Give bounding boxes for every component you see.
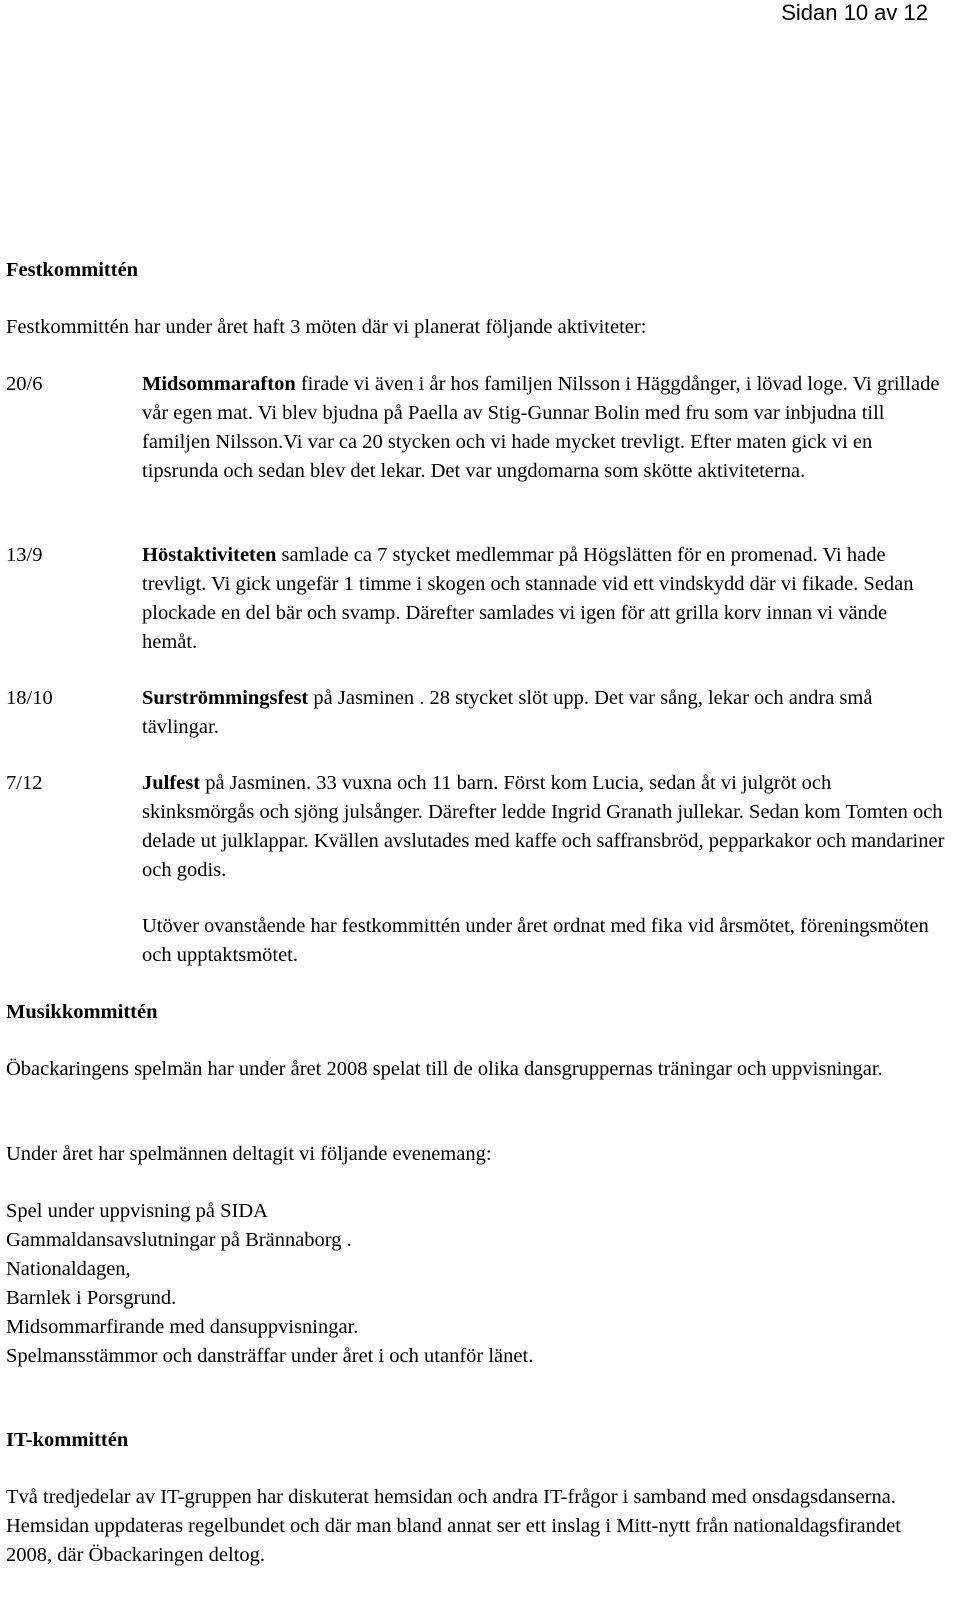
activity-text: på Jasminen. 33 vuxna och 11 barn. Först kom Lucia, sedan åt vi julgröt och skinksmörgås och sjöng julsånger. Därefter ledde Ingrid Granath jullekar. Sedan kom Tomten och delade ut julklappar. Kvällen avslutades med kaffe och saffransbröd, pepparkakor och mandariner och godis. (142, 772, 945, 881)
itkommitten-para: Två tredjedelar av IT-gruppen har diskuterat hemsidan och andra IT-frågor i samband med onsdagsdanserna. Hemsidan uppdateras regelbundet och där man bland annat ser ett inslag i Mitt-nytt från nationaldagsfirandet 2008, där Öbackaringen deltog. (6, 1486, 901, 1566)
event-item: Spel under uppvisning på SIDA (6, 1200, 268, 1222)
activity-text: på Jasminen . 28 stycket slöt upp. Det var sång, lekar och andra små tävlingar. (142, 687, 873, 738)
activity-date: 20/6 (6, 373, 43, 395)
event-item: Nationaldagen, (6, 1258, 131, 1280)
activity-description (142, 684, 946, 742)
event-list (6, 1197, 946, 1371)
section-heading-festkommitten: Festkommittén (6, 259, 139, 281)
musikkommitten-para2: Under året har spelmännen deltagit vi följande evenemang: (6, 1143, 492, 1165)
event-item: Spelmansstämmor och dansträffar under året i och utanför länet. (6, 1345, 534, 1367)
activity-description (142, 769, 946, 885)
activity-text: firade vi även i år hos familjen Nilsson i Häggdånger, i lövad loge. Vi grillade vår egen mat. Vi blev bjudna på Paella av Stig-Gunnar Bolin med fru som var inbjudna till familjen Nilsson.Vi var ca 20 stycken och vi hade mycket trevligt. Efter maten gick vi en tipsrunda och sedan blev det lekar. Det var ungdomarna som skötte aktiviteterna. (142, 373, 940, 482)
activity-title: Höstaktiviteten (142, 544, 277, 566)
activity-entry (6, 769, 946, 885)
event-item: Midsommarfirande med dansuppvisningar. (6, 1316, 359, 1338)
activity-entry (6, 541, 946, 657)
activity-title: Midsommarafton (142, 373, 296, 395)
activity-title: Julfest (142, 772, 201, 794)
section-heading-itkommitten: IT-kommittén (6, 1429, 129, 1451)
activity-date: 18/10 (6, 687, 53, 709)
activity-title: Surströmmingsfest (142, 687, 309, 709)
activity-description (142, 370, 946, 486)
activity-entry (6, 370, 946, 486)
page-number: Sidan 10 av 12 (781, 0, 928, 25)
event-item: Gammaldansavslutningar på Brännaborg . (6, 1229, 352, 1251)
event-item: Barnlek i Porsgrund. (6, 1287, 177, 1309)
activity-text: samlade ca 7 stycket medlemmar på Högslätten för en promenad. Vi hade trevligt. Vi gick ungefär 1 timme i skogen och stannade vid ett vindskydd där vi fikade. Sedan plockade en del bär och svamp. Därefter samlades vi igen för att grilla korv innan vi vände hemåt. (142, 544, 914, 653)
activity-entry (6, 684, 946, 742)
festkommitten-closing (6, 912, 946, 970)
activity-date: 7/12 (6, 772, 43, 794)
closing-text: Utöver ovanstående har festkommittén under året ordnat med fika vid årsmötet, föreningsmöten och upptaktsmötet. (142, 915, 929, 966)
activity-date: 13/9 (6, 544, 43, 566)
activity-description (142, 541, 946, 657)
musikkommitten-para1: Öbackaringens spelmän har under året 2008 spelat till de olika dansgruppernas träningar och uppvisningar. (6, 1058, 883, 1080)
section-heading-musikkommitten: Musikkommittén (6, 1001, 158, 1023)
festkommitten-intro: Festkommittén har under året haft 3 möten där vi planerat följande aktiviteter: (6, 316, 647, 338)
